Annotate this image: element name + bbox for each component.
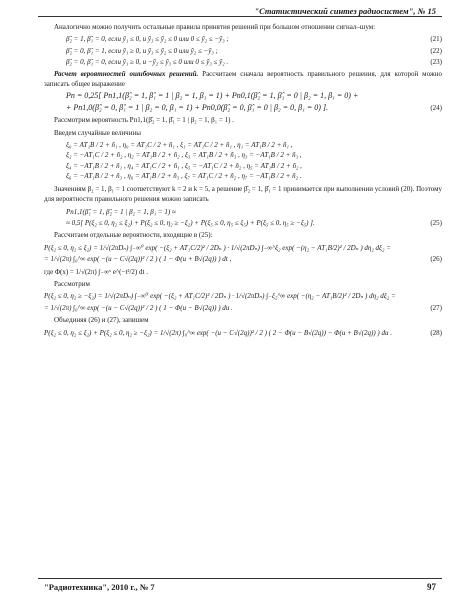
- consider-paragraph: Рассмотрим вероятность Pп1,1(β̂₂ = 1, β̂₁ = 1 | β₂ = 1, β₁ = 1) .: [54, 116, 234, 125]
- intro-paragraph: Аналогично можно получить остальные правила принятия решений при большом отношении сигнал–шум:: [54, 23, 376, 31]
- equation-21-body: β̂₂ = 1, β̂₁ = 0, если ỹ₁ ≤ 0, и ỹ₃ ≤ ỹ₂ ≤ 0 или 0 ≤ ỹ₂ ≤ −ỹ₃ ;: [66, 35, 229, 44]
- equation-27-number: (27): [430, 303, 442, 312]
- equation-27: [44, 291, 442, 313]
- equation-21-number: (21): [430, 35, 442, 44]
- section-title: Расчет вероятностей ошибочных решений.: [54, 69, 199, 78]
- equation-23-body: β̂₂ = 0, β̂₁ = 0, если ỹ₁ ≥ 0, и −ỹ₂ ≤ ỹ₃ ≤ 0 или 0 ≤ ỹ₃ ≤ ỹ₂ .: [66, 58, 229, 67]
- equation-25-line-2: ≈ 0,5[ P(ξ₂ ≤ 0, η₂ ≤ ξ₂) + P(ξ₂ ≤ 0, η₂ ≥ −ξ₂) + P(ξ₅ ≤ 0, η₅ ≤ ξ₅) + P(ξ₅ ≤ 0, η₅ ≥ −ξ₅) ].: [66, 218, 315, 227]
- footer-journal: "Радиотехника", 2010 г., № 7: [44, 582, 155, 592]
- section-paragraph: [44, 69, 442, 90]
- equation-22-number: (22): [430, 46, 442, 55]
- calc-paragraph: Рассчитаем отдельные вероятности, входящие в (25):: [54, 231, 213, 240]
- equation-26-line-2: = 1/√(2π) ∫₀^∞ exp( −(u − C√(2q))² / 2 ) ( 1 − Φ(u + B√(2q)) ) dt ,: [44, 255, 232, 264]
- equation-28: [44, 328, 442, 338]
- equation-27-line-1: P(ξ₂ ≤ 0, η₂ ≥ −ξ₂) = 1/√(2πDₙ) ∫₋∞⁰ exp( −(ξ₂ + AT₁C/2)² / 2Dₙ ) · 1/√(2πDₙ) ∫₋ξ₂^∞ exp( −(η₂ − AT₁B/2)² / 2Dₙ ) dη₂ dξ₂ =: [44, 292, 396, 301]
- equation-24-line-2: + Pп1,0(β̂₂ = 0, β̂₁ = 1 | β₂ = 0, β₁ = 1) + Pп0,0(β̂₂ = 0, β̂₁ = 0 | β₂ = 0, β₁ = 0) ].: [66, 102, 329, 112]
- values-paragraph: Значениям β₂ = 1, β₁ = 1 соответствуют k = 2 и k = 5, а решение β̂₂ = 1, β̂₁ = 1 принимается при выполнении условий (20). Поэтому для вероятности правильного решения можно записать: [44, 184, 442, 204]
- equation-26-number: (26): [430, 255, 442, 264]
- equation-25-number: (25): [430, 218, 442, 227]
- equation-24-line-1: Pп = 0,25[ Pп1,1(β̂₂ = 1, β̂₁ = 1 | β₂ = 1, β₁ = 1) + Pп0,1(β̂₂ = 1, β̂₁ = 0 | β₂ = 1, β₁ = 0) +: [66, 91, 359, 101]
- equation-28-body: P(ξ₂ ≤ 0, η₂ ≤ ξ₂) + P(ξ₂ ≤ 0, η₂ ≥ −ξ₂) = 1/√(2π) ∫₀^∞ exp( −(u − C√(2q))² / 2 ) ( 2 − Φ(u − B√(2q)) − Φ(u + B√(2q)) ) du .: [44, 328, 393, 337]
- equation-27-line-2: = 1/√(2π) ∫₀^∞ exp( −(u − C√(2q))² / 2 ) ( 1 − Φ(u − B√(2q)) ) du .: [44, 303, 233, 312]
- combine-paragraph: Объединяя (26) и (27), запишем: [54, 316, 149, 325]
- phi-definition: где Φ(x) = 1/√(2π) ∫₋∞ˣ e^(−t²/2) dt .: [44, 267, 148, 276]
- header-rule: [38, 16, 442, 17]
- equation-22: [44, 46, 442, 56]
- equation-25-line-1: Pп1,1(β̂₁ = 1, β̂₂ = 1 | β₂ = 1, β₁ = 1) ≈: [66, 207, 176, 216]
- equation-28-number: (28): [430, 328, 442, 337]
- equation-24-number: (24): [430, 103, 442, 112]
- footer-rule: [38, 578, 442, 579]
- consider2-paragraph: Рассмотрим: [54, 279, 90, 288]
- equation-22-body: β̂₂ = 0, β̂₁ = 1, если ỹ₁ ≥ 0, и ỹ₃ ≤ ỹ₂ ≤ 0 или ỹ₂ ≤ −ỹ₃ ;: [66, 46, 218, 55]
- random-variables: [44, 140, 442, 182]
- page-number: 97: [427, 582, 436, 592]
- variables-row-3: ξ₄ = −AT₁B / 2 + ñ₁ , η₄ = AT₁C / 2 + ñ₁ , ξ₅ = −AT₁C / 2 + ñ₂ , η₅ = AT₁B / 2 + ñ₂ ,: [66, 161, 302, 170]
- section-text: Рассчитаем сначала вероятность правильного решения, для которой можно записать общее выражение: [44, 69, 442, 89]
- variables-row-2: ξ₂ = −AT₁C / 2 + ñ₂ , η₂ = AT₁B / 2 + ñ₂ , ξ₃ = AT₁B / 2 + ñ₃ , η₃ = −AT₁B / 2 + ñ₃ ,: [66, 151, 302, 160]
- introduce-paragraph: Введем случайные величины: [54, 128, 141, 137]
- equation-26-line-1: P(ξ₂ ≤ 0, η₂ ≤ ξ₂) = 1/√(2πDₙ) ∫₋∞⁰ exp( −(ξ₂ + AT₁C/2)² / 2Dₙ ) · 1/√(2πDₙ) ∫₋∞^ξ₂ exp( −(η₂ − AT₁B/2)² / 2Dₙ ) dη₂ dξ₂ =: [44, 243, 391, 252]
- running-header: "Статистический синтез радиосистем", № 15: [254, 6, 436, 16]
- page-content: [44, 22, 442, 339]
- equation-21: [44, 34, 442, 44]
- equation-26: [44, 243, 442, 265]
- variables-row-4: ξ₆ = −AT₁B / 2 + ñ₃ , η₆ = AT₁B / 2 + ñ₃ , ξ₇ = AT₁C / 2 + ñ₂ , η₇ = −AT₁B / 2 + ñ₂ .: [66, 172, 302, 181]
- equation-24: [44, 91, 442, 113]
- equation-23: [44, 57, 442, 67]
- equation-25: [44, 207, 442, 229]
- variables-row-1: ξ₀ = AT₁B / 2 + ñ₁ , η₀ = AT₁C / 2 + ñ₁ , ξ₁ = AT₁C / 2 + ñ₁ , η₁ = AT₁B / 2 + ñ₁ ,: [66, 141, 293, 150]
- equation-23-number: (23): [430, 58, 442, 67]
